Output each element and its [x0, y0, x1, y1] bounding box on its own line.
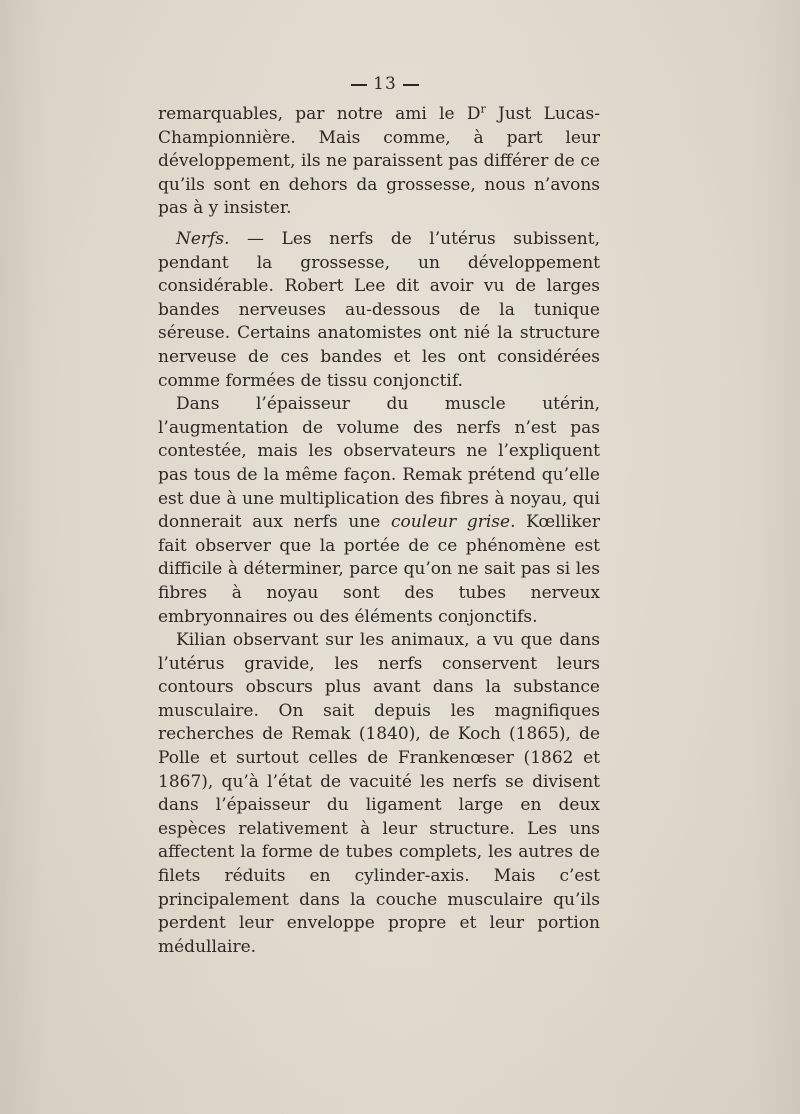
dash-right: [403, 84, 419, 86]
paragraph-continuation: [158, 103, 600, 221]
paragraph-kilian: [158, 629, 600, 959]
italic-term: couleur grise: [390, 512, 511, 533]
page-number: [0, 74, 770, 94]
paragraph-nerfs: [158, 228, 600, 393]
paragraph-epaisseur: [158, 393, 600, 629]
paragraph-text: remarquables, par notre ami le D: [158, 104, 481, 124]
superscript: r: [480, 102, 486, 116]
section-heading: Nerfs.: [176, 229, 230, 249]
paragraph-text: — Les nerfs de l’utérus subissent, pendant la grossesse, un développement considérable. Robert Lee dit avoir vu de larges bandes nerveuses au-dessous de la tunique séreuse. Certains anatomistes ont nié la structure nerveuse de ces bandes et les ont considérées comme formées de tissu conjonctif.: [158, 229, 600, 391]
paragraph-text: Kilian observant sur les animaux, a vu que dans l’utérus gravide, les nerfs conservent leurs contours obscurs plus avant dans la substance musculaire. On sait depuis les magnifiques recherches de Remak (1840), de Koch (1865), de Polle et surtout celles de Frankenœser (1862 et 1867), qu’à l’état de vacuité les nerfs se divisent dans l’épaisseur du ligament large en deux espèces relativement à leur structure. Les uns affectent la forme de tubes complets, les autres de filets réduits en cylinder-axis. Mais c’est principalement dans la couche musculaire qu’ils perdent leur enveloppe propre et leur portion médullaire.: [158, 630, 600, 957]
text-block-main: [158, 228, 600, 959]
paragraph-text: . Kœlliker fait observer que la portée de ce phénomène est difficile à déterminer, parce qu’on ne sait pas si les fibres à noyau sont des tubes nerveux embryonnaires ou des éléments conjonctifs.: [158, 512, 600, 627]
dash-left: [351, 84, 367, 86]
page-number-value: 13: [373, 74, 397, 94]
paragraph-text: Just Lucas-Championnière. Mais comme, à part leur développement, ils ne paraissent pas différer de ce qu’ils sont en dehors da grossesse, nous n’avons pas à y insister.: [158, 104, 600, 219]
text-block-top: [158, 103, 600, 221]
paragraph-text: Dans l’épaisseur du muscle utérin, l’augmentation de volume des nerfs n’est pas contestée, mais les observateurs ne l’expliquent pas tous de la même façon. Remak prétend qu’elle est due à une multiplication des fibres à noyau, qui donnerait aux nerfs une: [158, 394, 600, 533]
